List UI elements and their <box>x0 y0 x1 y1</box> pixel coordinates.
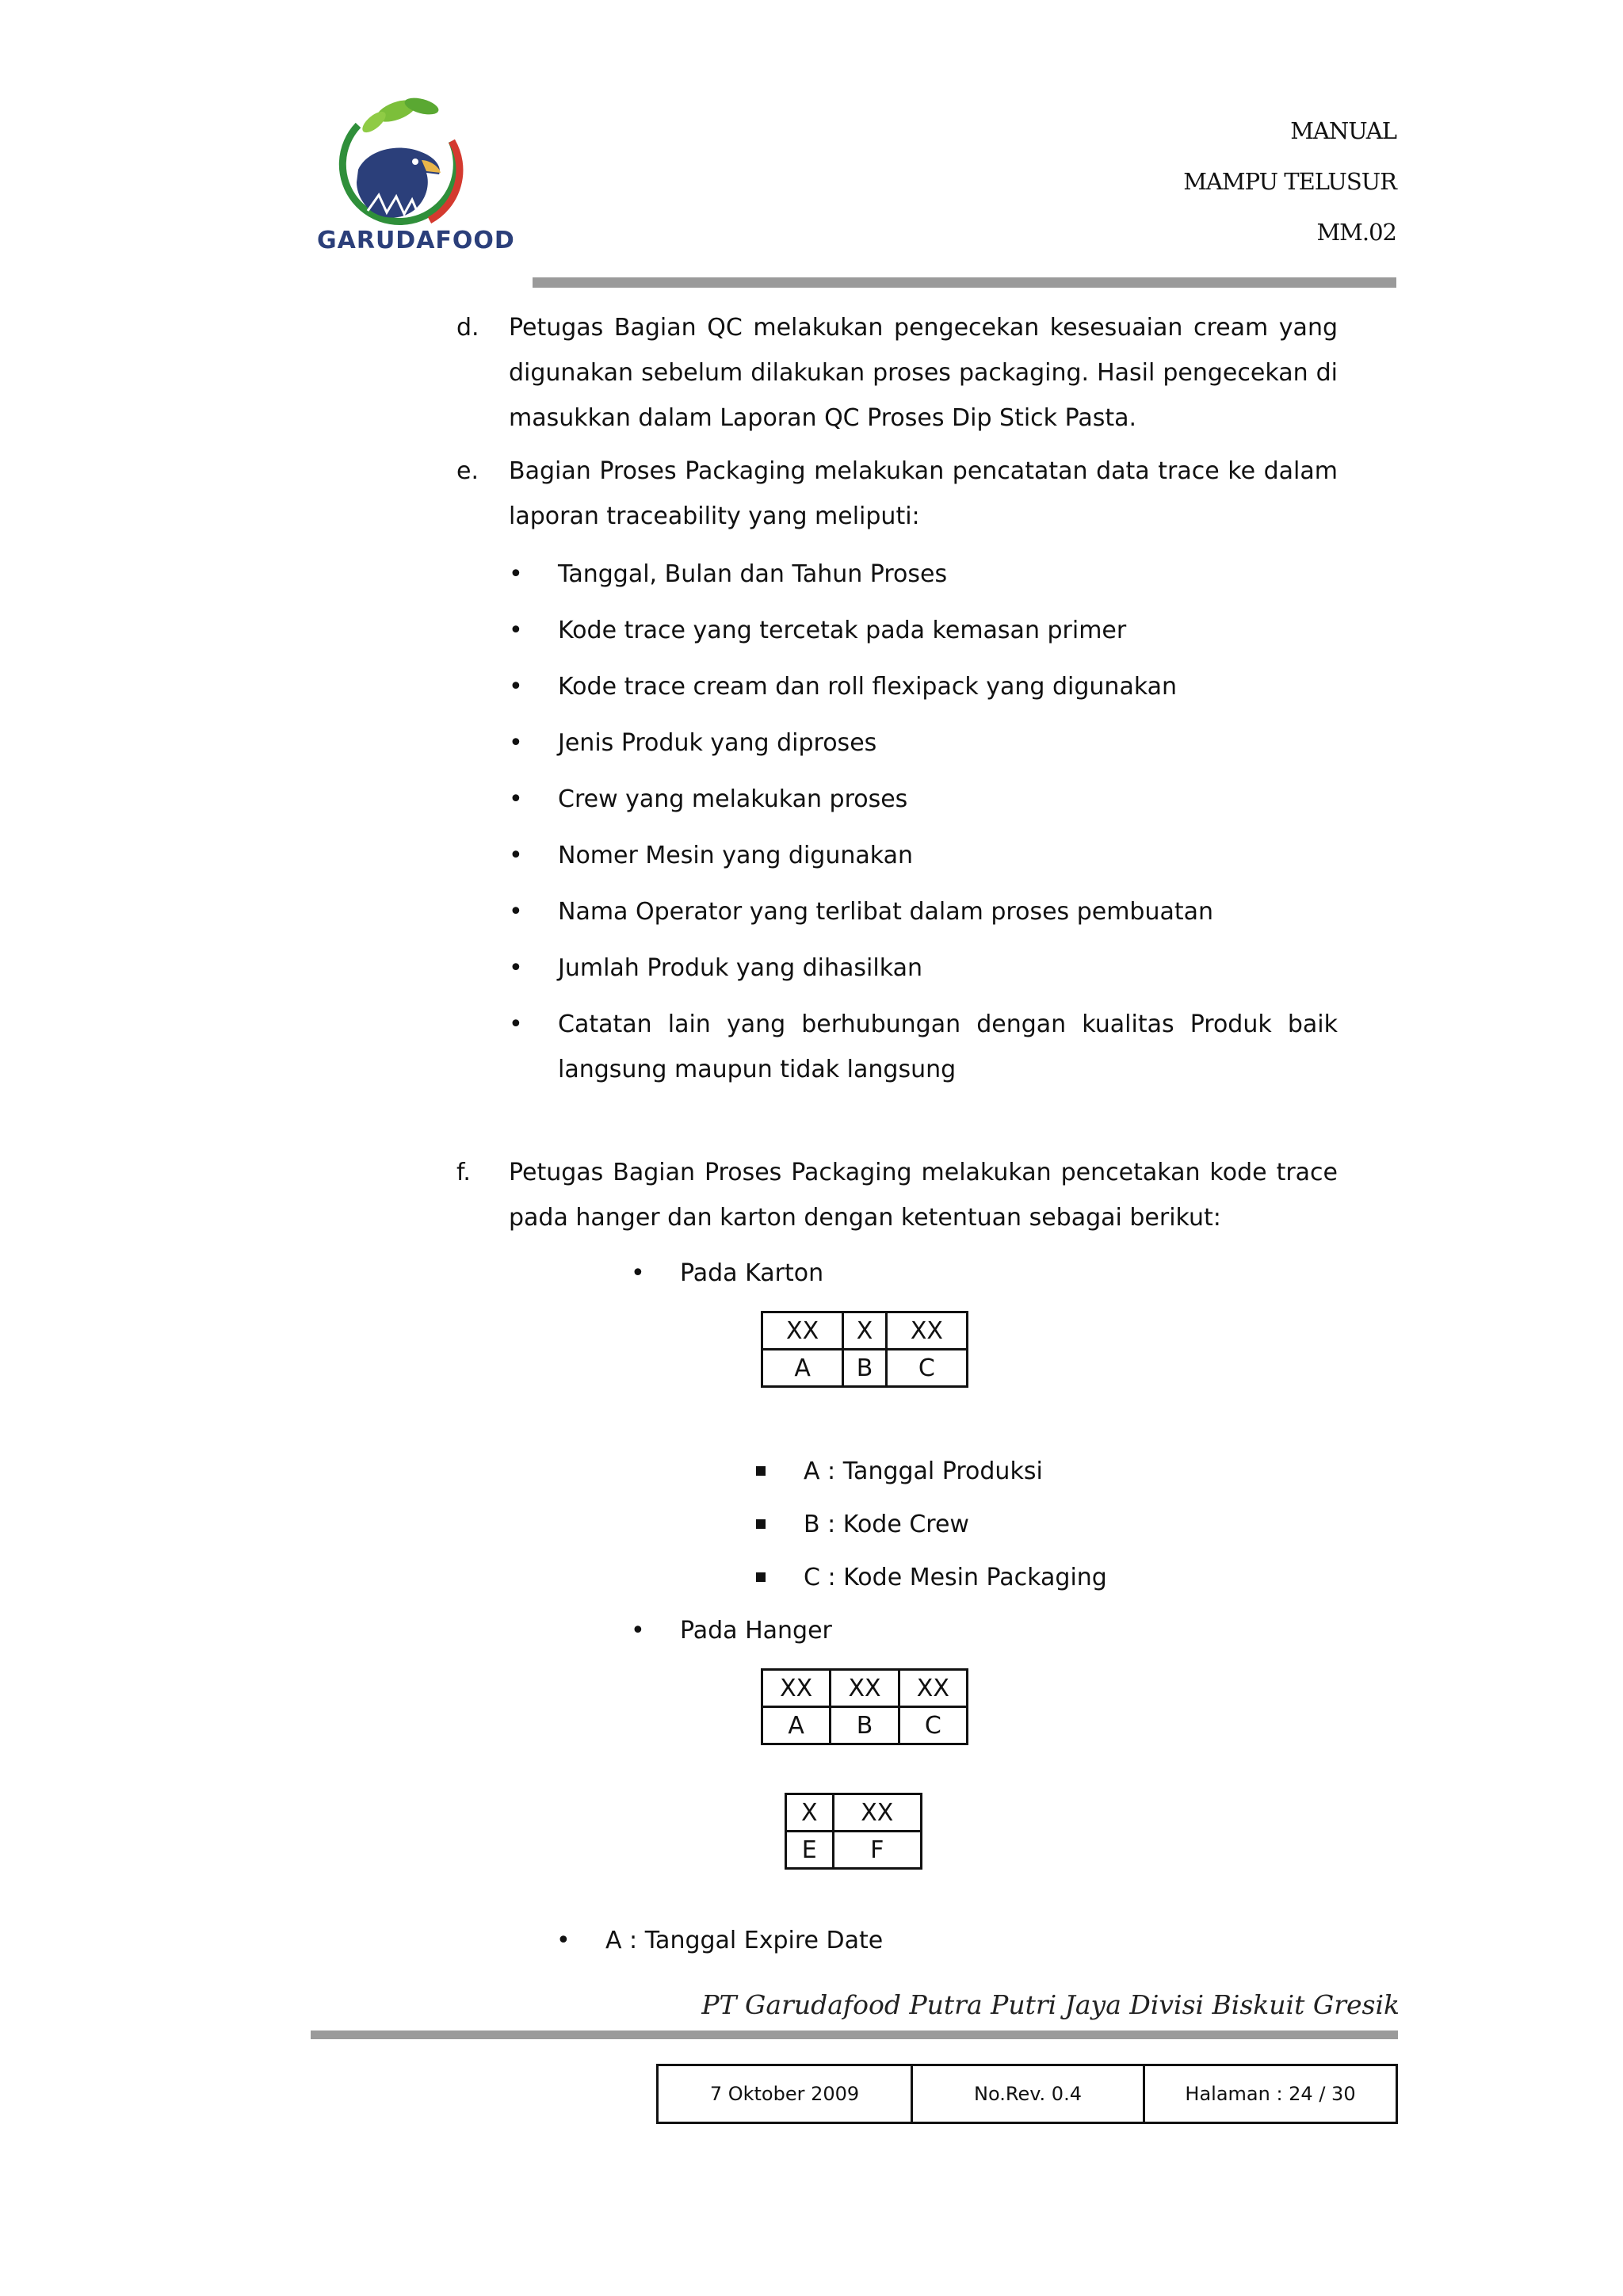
item-e-text: Bagian Proses Packaging melakukan pencatatan data trace ke dalam laporan traceability yang meliputi: <box>509 457 1338 530</box>
code-cell: B <box>831 1707 899 1744</box>
code-cell: B <box>843 1350 887 1387</box>
item-d <box>456 305 1338 441</box>
hanger-code-table-1 <box>761 1668 968 1745</box>
code-cell: E <box>786 1832 834 1869</box>
code-cell: C <box>899 1707 967 1744</box>
square-bullet-icon <box>756 1519 766 1529</box>
footer-divider <box>311 2030 1398 2039</box>
code-cell: XX <box>831 1670 899 1707</box>
bullet-icon: • <box>509 673 523 701</box>
bullet-icon: • <box>509 842 523 869</box>
list-item: • Jenis Produk yang diproses <box>509 720 876 766</box>
code-cell: X <box>786 1794 834 1832</box>
code-cell: XX <box>762 1312 843 1350</box>
bullet-icon: • <box>631 1617 645 1645</box>
hanger-legend-item: • A : Tanggal Expire Date <box>556 1918 883 1963</box>
bullet-icon: • <box>509 729 523 757</box>
header-manual: MANUAL <box>1290 117 1396 144</box>
company-name: PT Garudafood Putra Putri Jaya Divisi Biskuit Gresik <box>701 1989 1400 2020</box>
footer-revision: No.Rev. 0.4 <box>912 2065 1144 2123</box>
item-f-marker: f. <box>456 1159 471 1186</box>
item-e <box>456 449 1338 539</box>
list-item: • Jumlah Produk yang dihasilkan <box>509 946 922 991</box>
bullet-icon: • <box>509 785 523 813</box>
legend-item: A : Tanggal Produksi <box>756 1449 1043 1494</box>
code-cell: X <box>843 1312 887 1350</box>
hanger-heading: • Pada Hanger <box>631 1608 832 1653</box>
bullet-icon: • <box>509 898 523 926</box>
code-cell: XX <box>886 1312 967 1350</box>
item-d-text: Petugas Bagian QC melakukan pengecekan kesesuaian cream yang digunakan sebelum dilakukan proses packaging. Hasil pengecekan di masukkan dalam Laporan QC Proses Dip Stick Pasta. <box>509 314 1338 432</box>
list-item: • Kode trace yang tercetak pada kemasan primer <box>509 608 1126 653</box>
square-bullet-icon <box>756 1572 766 1582</box>
garudafood-logo <box>311 94 515 260</box>
hanger-code-table-2 <box>785 1793 922 1870</box>
legend-item: B : Kode Crew <box>756 1502 969 1547</box>
code-cell: XX <box>899 1670 967 1707</box>
footer-date: 7 Oktober 2009 <box>658 2065 912 2123</box>
item-f <box>456 1150 1338 1240</box>
bullet-icon: • <box>631 1259 645 1287</box>
item-d-marker: d. <box>456 314 479 342</box>
footer-info-table <box>656 2064 1398 2124</box>
list-item: • Kode trace cream dan roll flexipack yang digunakan <box>509 664 1177 709</box>
logo-wordmark: GARUDAFOOD <box>317 227 515 254</box>
bullet-icon: • <box>509 560 523 588</box>
header-mampu-telusur: MAMPU TELUSUR <box>1183 168 1396 195</box>
bullet-icon: • <box>556 1927 571 1954</box>
list-item: • Tanggal, Bulan dan Tahun Proses <box>509 552 947 597</box>
header-divider <box>533 277 1396 288</box>
header-doc-code: MM.02 <box>1316 219 1396 246</box>
footer-page-number: Halaman : 24 / 30 <box>1144 2065 1397 2123</box>
code-cell: A <box>762 1707 831 1744</box>
item-e-marker: e. <box>456 457 479 485</box>
code-cell: XX <box>833 1794 921 1832</box>
list-item: • Nama Operator yang terlibat dalam proses pembuatan <box>509 889 1213 934</box>
bullet-icon: • <box>509 1010 523 1038</box>
square-bullet-icon <box>756 1466 766 1476</box>
list-item: • Catatan lain yang berhubungan dengan kualitas Produk baik langsung maupun tidak langsung <box>509 1002 1338 1092</box>
code-cell: A <box>762 1350 843 1387</box>
karton-code-table <box>761 1311 968 1388</box>
code-cell: F <box>833 1832 921 1869</box>
bullet-icon: • <box>509 954 523 982</box>
legend-item: C : Kode Mesin Packaging <box>756 1555 1107 1600</box>
item-f-text: Petugas Bagian Proses Packaging melakukan pencetakan kode trace pada hanger dan karton dengan ketentuan sebagai berikut: <box>509 1159 1338 1232</box>
list-item: • Crew yang melakukan proses <box>509 777 907 822</box>
code-cell: C <box>886 1350 967 1387</box>
list-item: • Nomer Mesin yang digunakan <box>509 833 913 878</box>
code-cell: XX <box>762 1670 831 1707</box>
bullet-icon: • <box>509 617 523 644</box>
karton-heading: • Pada Karton <box>631 1251 823 1296</box>
